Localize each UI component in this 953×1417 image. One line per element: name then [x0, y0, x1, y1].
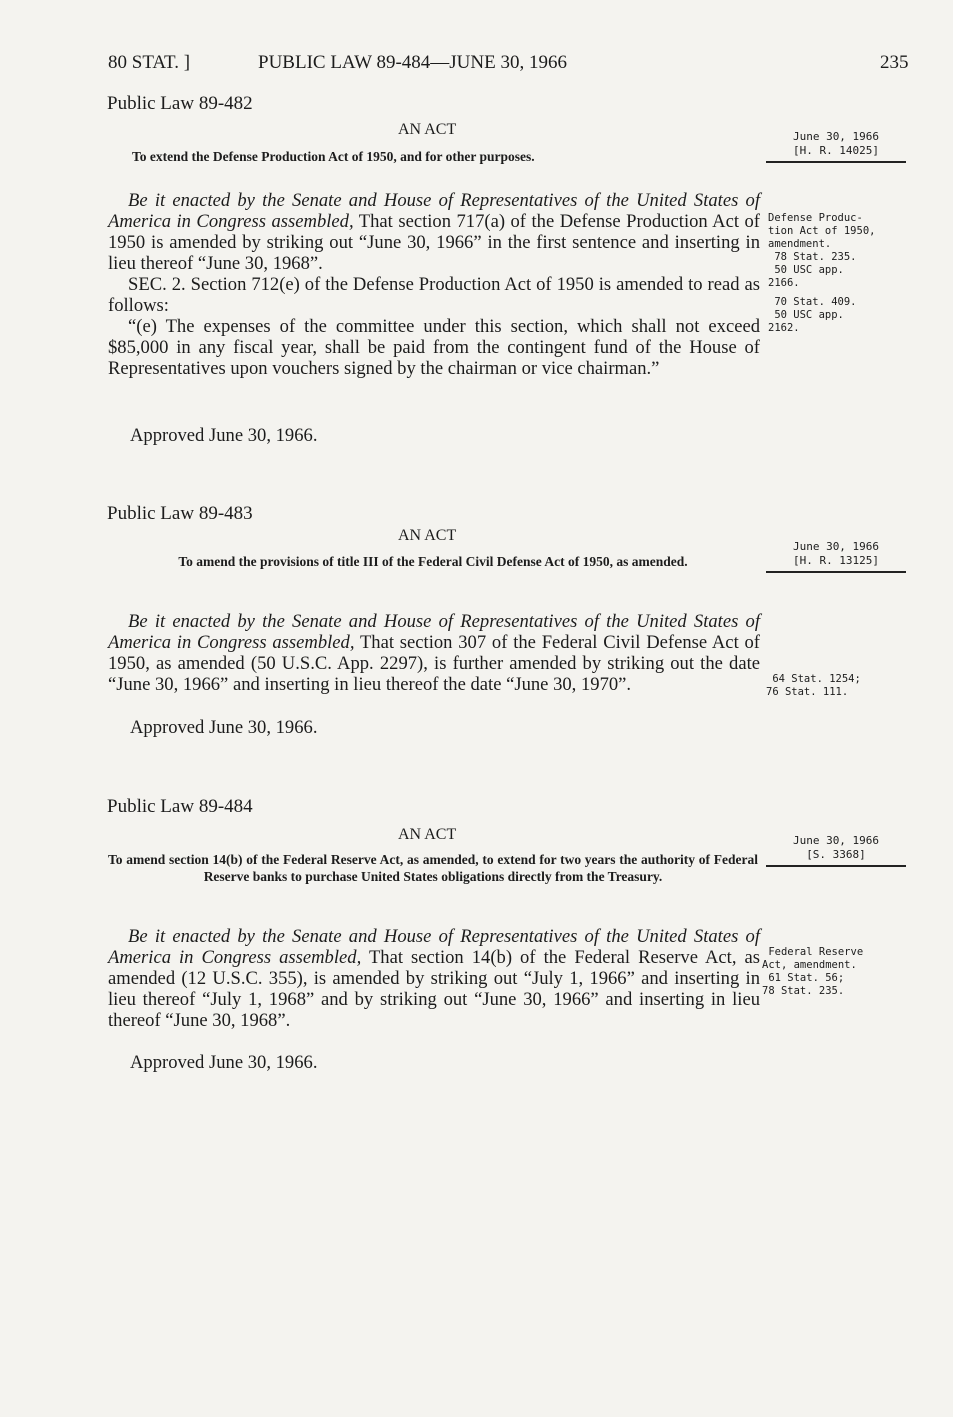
an-act-heading: AN ACT [398, 121, 457, 138]
date-note: June 30, 1966 [792, 130, 880, 143]
running-head-volume: 80 STAT. ] [108, 52, 191, 73]
enactment-date-note [766, 834, 906, 867]
purpose-statement: To extend the Defense Production Act of 1950, and for other purposes. [132, 149, 535, 164]
margin-citation: 70 Stat. 409. 50 USC app. 2162. [768, 296, 857, 334]
section-2-paragraph: SEC. 2. Section 712(e) of the Defense Production Act of 1950 is amended to read as follows: [108, 274, 760, 316]
law-title-89-483: Public Law 89-483 [107, 503, 253, 524]
enacting-clause: Be it enacted by the Senate and House of Representatives of the United States of America in Congress assembled, [108, 190, 760, 232]
purpose-statement: To amend the provisions of title III of the Federal Civil Defense Act of 1950, as amended. [178, 554, 688, 569]
section-1-text: That section 717(a) of the Defense Production Act of 1950 is amended by striking out “June 30, 1966” in the first sentence and inserting in lieu thereof “June 30, 1968”. [108, 211, 760, 274]
running-head-title: PUBLIC LAW 89-484—JUNE 30, 1966 [258, 52, 567, 73]
an-act-heading: AN ACT [398, 527, 457, 544]
section-1-text: That section 14(b) of the Federal Reserve Act, as amended (12 U.S.C. 355), is amended by striking out “July 1, 1966” and inserting in lieu thereof “July 1, 1968” and by striking out “June 30, 1966” and inserting in lieu thereof “June 30, 1968”. [108, 947, 761, 1031]
section-2-quoted-text: “(e) The expenses of the committee under this section, which shall not exceed $85,000 in any fiscal year, shall be paid from the contingent fund of the House of Representatives upon vouchers signed by the chairman or vice chairman.” [108, 316, 760, 379]
note-rule [766, 865, 906, 867]
law-title-89-484: Public Law 89-484 [107, 796, 253, 817]
margin-citation: 64 Stat. 1254; 76 Stat. 111. [766, 673, 861, 698]
approval-line: Approved June 30, 1966. [130, 717, 318, 738]
date-note: June 30, 1966 [792, 540, 880, 553]
section-1-text: That section 307 of the Federal Civil Defense Act of 1950, as amended (50 U.S.C. App. 2297), is further amended by striking out the date “June 30, 1966” and inserting in lieu thereof the date “June 30, 1970”. [108, 632, 761, 695]
section-1-paragraph [108, 926, 760, 1031]
law-body-89-483 [108, 611, 760, 695]
enacting-clause: Be it enacted by the Senate and House of Representatives of the United States of America in Congress assembled, [108, 926, 760, 968]
margin-citation: Federal Reserve Act, amendment. 61 Stat. 56; 78 Stat. 235. [762, 946, 864, 997]
page-number: 235 [880, 52, 909, 73]
date-note: June 30, 1966 [792, 834, 880, 847]
bill-number-note: [H. R. 14025] [792, 144, 880, 157]
note-rule [766, 161, 906, 163]
purpose-statement: To amend section 14(b) of the Federal Reserve Act, as amended, to extend for two years the authority of Federal Reserve banks to purchase United States obligations directly from the Treasury. [108, 852, 758, 884]
enactment-date-note [766, 540, 906, 573]
an-act-heading: AN ACT [398, 826, 457, 843]
section-1-paragraph [108, 611, 760, 695]
bill-number-note: [S. 3368] [806, 848, 866, 861]
approval-line: Approved June 30, 1966. [130, 425, 318, 446]
section-1-paragraph [108, 190, 760, 274]
law-body-89-482 [108, 190, 760, 379]
bill-number-note: [H. R. 13125] [792, 554, 880, 567]
note-rule [766, 571, 906, 573]
enacting-clause: Be it enacted by the Senate and House of Representatives of the United States of America in Congress assembled, [108, 611, 760, 653]
law-body-89-484 [108, 926, 760, 1031]
margin-citation: Defense Produc- tion Act of 1950, amendment. 78 Stat. 235. 50 USC app. 2166. [768, 212, 876, 289]
enactment-date-note [766, 130, 906, 163]
law-title-89-482: Public Law 89-482 [107, 93, 253, 114]
approval-line: Approved June 30, 1966. [130, 1052, 318, 1073]
